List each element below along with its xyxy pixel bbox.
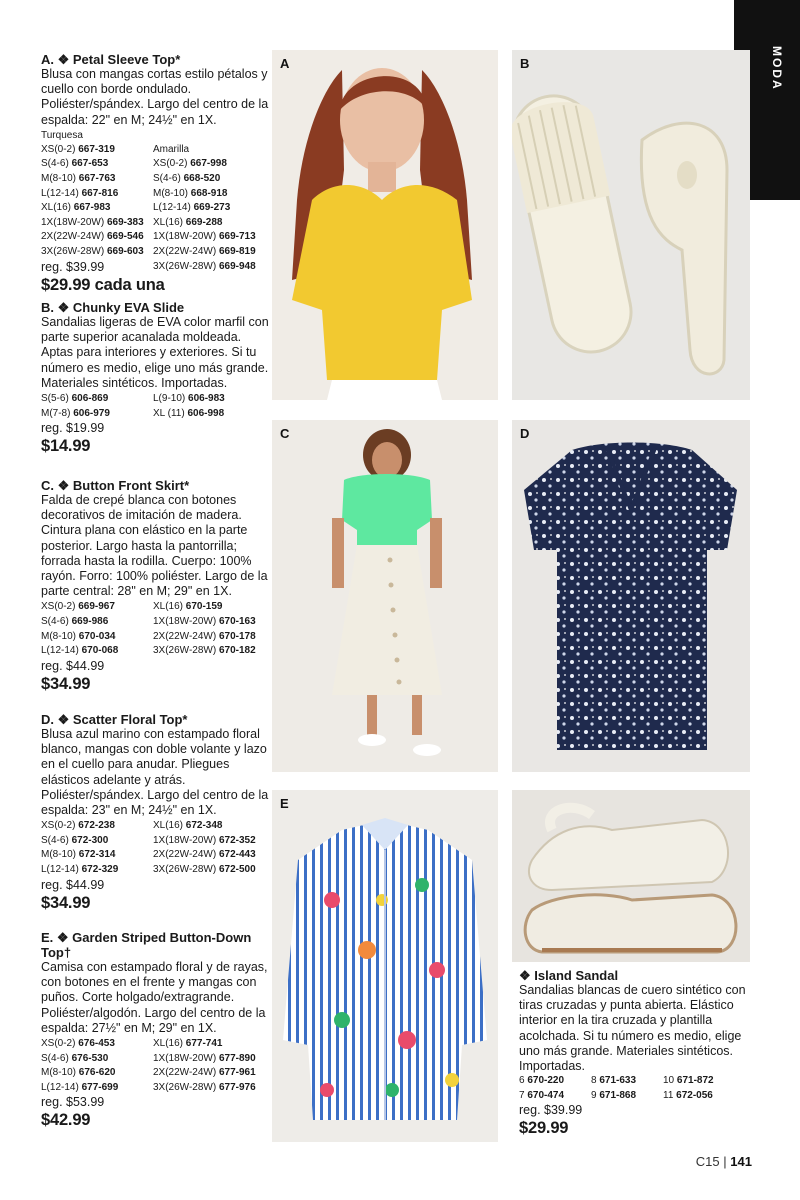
product-d (41, 712, 273, 913)
product-b (41, 300, 273, 456)
photo-d-label: D (520, 426, 530, 441)
island-sandal-desc: Sandalias blancas de cuero sintético con tiras cruzadas y punta abierta. Elástico interior en la tira cruzada y plantilla acolchada. Si tu número es medio, elige uno más grande. Materiales sintéticos. Importadas. (519, 983, 746, 1074)
catalog-code: C15 (695, 1154, 720, 1169)
product-c-desc: Falda de crepé blanca con botones decorativos de imitación de madera. Cintura plana con elástico en la parte posterior. Largo hasta la pantorrilla; forrada hasta la rodilla. Cuerpo: 100% rayón. Forro: 100% poliéster. Largo de la parte central: 28" en M; 29" en 1X. (41, 493, 268, 599)
product-c-price: $34.99 (41, 674, 91, 693)
photo-b-label: B (520, 56, 530, 71)
product-b-sizes: S(5-6) 606-869 L(9-10) 606-983 M(7-8) 606-979 XL (11) 606-998 (41, 393, 225, 419)
product-c-title: C. ❖ Button Front Skirt* (41, 478, 190, 493)
product-e (41, 930, 273, 1130)
product-e-price: $42.99 (41, 1111, 91, 1130)
product-e-desc: Camisa con estampado floral y de rayas, con botones en el frente y mangas con puños. Corte holgado/extragrande. Poliéster/algodón. Largo del centro de la espalda: 27½" en M; 29" en 1X. (41, 960, 268, 1035)
product-b-reg: reg. $19.99 (41, 421, 105, 436)
color-turquesa: Turquesa (41, 129, 83, 141)
island-sandal-reg: reg. $39.99 (519, 1103, 583, 1118)
page-number: 141 (730, 1154, 752, 1169)
island-sandal-sizes: 6 670-220 8 671-633 10 671-872 7 670-474 9 671-868 11 672-056 (519, 1075, 714, 1101)
photo-c-label: C (280, 426, 290, 441)
page-footer (696, 1154, 752, 1169)
product-d-desc: Blusa azul marino con estampado floral blanco, mangas con doble volante y lazo en el cuello para anudar. Pliegues elásticos adelante y atrás. Poliéster/spándex. Largo del centro de la espalda: 23" en M; 24½" en 1X. (41, 727, 269, 818)
yellow-top-illustration (272, 50, 498, 400)
photo-a-label: A (280, 56, 290, 71)
product-a (41, 52, 273, 295)
section-tab-label: MODA (770, 46, 784, 91)
island-sandal-price: $29.99 (519, 1119, 569, 1138)
photo-d (512, 420, 750, 772)
product-c-reg: reg. $44.99 (41, 658, 105, 673)
product-a-desc: Blusa con mangas cortas estilo pétalos y cuello con borde ondulado. Poliéster/spándex. Largo del centro de la espalda: 22" en M; 24½" en 1X. (41, 67, 269, 127)
product-d-title: D. ❖ Scatter Floral Top* (41, 712, 188, 727)
product-e-title: E. ❖ Garden Striped Button-Down Top† (41, 930, 252, 960)
color-amarilla: Amarilla (153, 143, 190, 155)
photo-island-sandal (512, 790, 750, 962)
island-sandal-title: ❖ Island Sandal (519, 968, 619, 983)
striped-shirt-illustration (272, 790, 498, 1142)
footer-separator: | (723, 1154, 727, 1169)
product-e-sizes: XS(0-2) 676-453 XL(16) 677-741 S(4-6) 676-530 1X(18W-20W) 677-890 M(8-10) 676-620 2X(22W-24W) 677-961 L(12-14) 677-699 3X(26W-28W) 677-976 (41, 1038, 256, 1093)
product-island-sandal (519, 968, 751, 1138)
photo-b (512, 50, 750, 400)
product-b-desc: Sandalias ligeras de EVA color marfil con parte superior acanalada moldeada. Aptas para interiores y exteriores. Si tu número es medio, elige uno más grande. Materiales sintéticos. Importadas. (41, 315, 269, 390)
photo-e (272, 790, 498, 1142)
slides-illustration (512, 50, 750, 400)
photo-c (272, 420, 498, 772)
photo-a (272, 50, 498, 400)
product-a-title: A. ❖ Petal Sleeve Top* (41, 52, 181, 67)
island-sandal-illustration (512, 790, 750, 962)
product-d-reg: reg. $44.99 (41, 877, 105, 892)
product-a-price: $29.99 cada una (41, 275, 165, 294)
floral-top-illustration (512, 420, 750, 772)
product-c-sizes: XS(0-2) 669-967 XL(16) 670-159 S(4-6) 669-986 1X(18W-20W) 670-163 M(8-10) 670-034 2X(22W-24W) 670-178 L(12-14) 670-068 3X(26W-28W) 670-182 (41, 601, 256, 657)
skirt-outfit-illustration (272, 420, 498, 772)
photo-e-label: E (280, 796, 289, 811)
product-b-title: B. ❖ Chunky EVA Slide (41, 300, 185, 315)
product-e-reg: reg. $53.99 (41, 1095, 105, 1110)
product-c (41, 478, 273, 694)
product-a-sizes: Turquesa XS(0-2) 667-319 Amarilla S(4-6) 667-653 XS(0-2) 667-998 M(8-10) 667-763 S(4-6) 668-520 L(12-14) 667-816 M(8-10) 668-918 XL(16) 667-983 L(12-14) 669-273 1X(18W-20W) 669-383 XL(16) 669-288 2X(22W-24W) 669-546 1X(18W-20W) 669-713 3X(26W-28W) 669-603 2X(22W-24W) 669-819 reg. $39.99 3X(26W-28W) 669-948 (41, 129, 273, 275)
product-d-sizes: XS(0-2) 672-238 XL(16) 672-348 S(4-6) 672-300 1X(18W-20W) 672-352 M(8-10) 672-314 2X(22W-24W) 672-443 L(12-14) 672-329 3X(26W-28W) 672-500 (41, 820, 256, 875)
product-d-price: $34.99 (41, 893, 91, 912)
product-b-price: $14.99 (41, 437, 91, 456)
